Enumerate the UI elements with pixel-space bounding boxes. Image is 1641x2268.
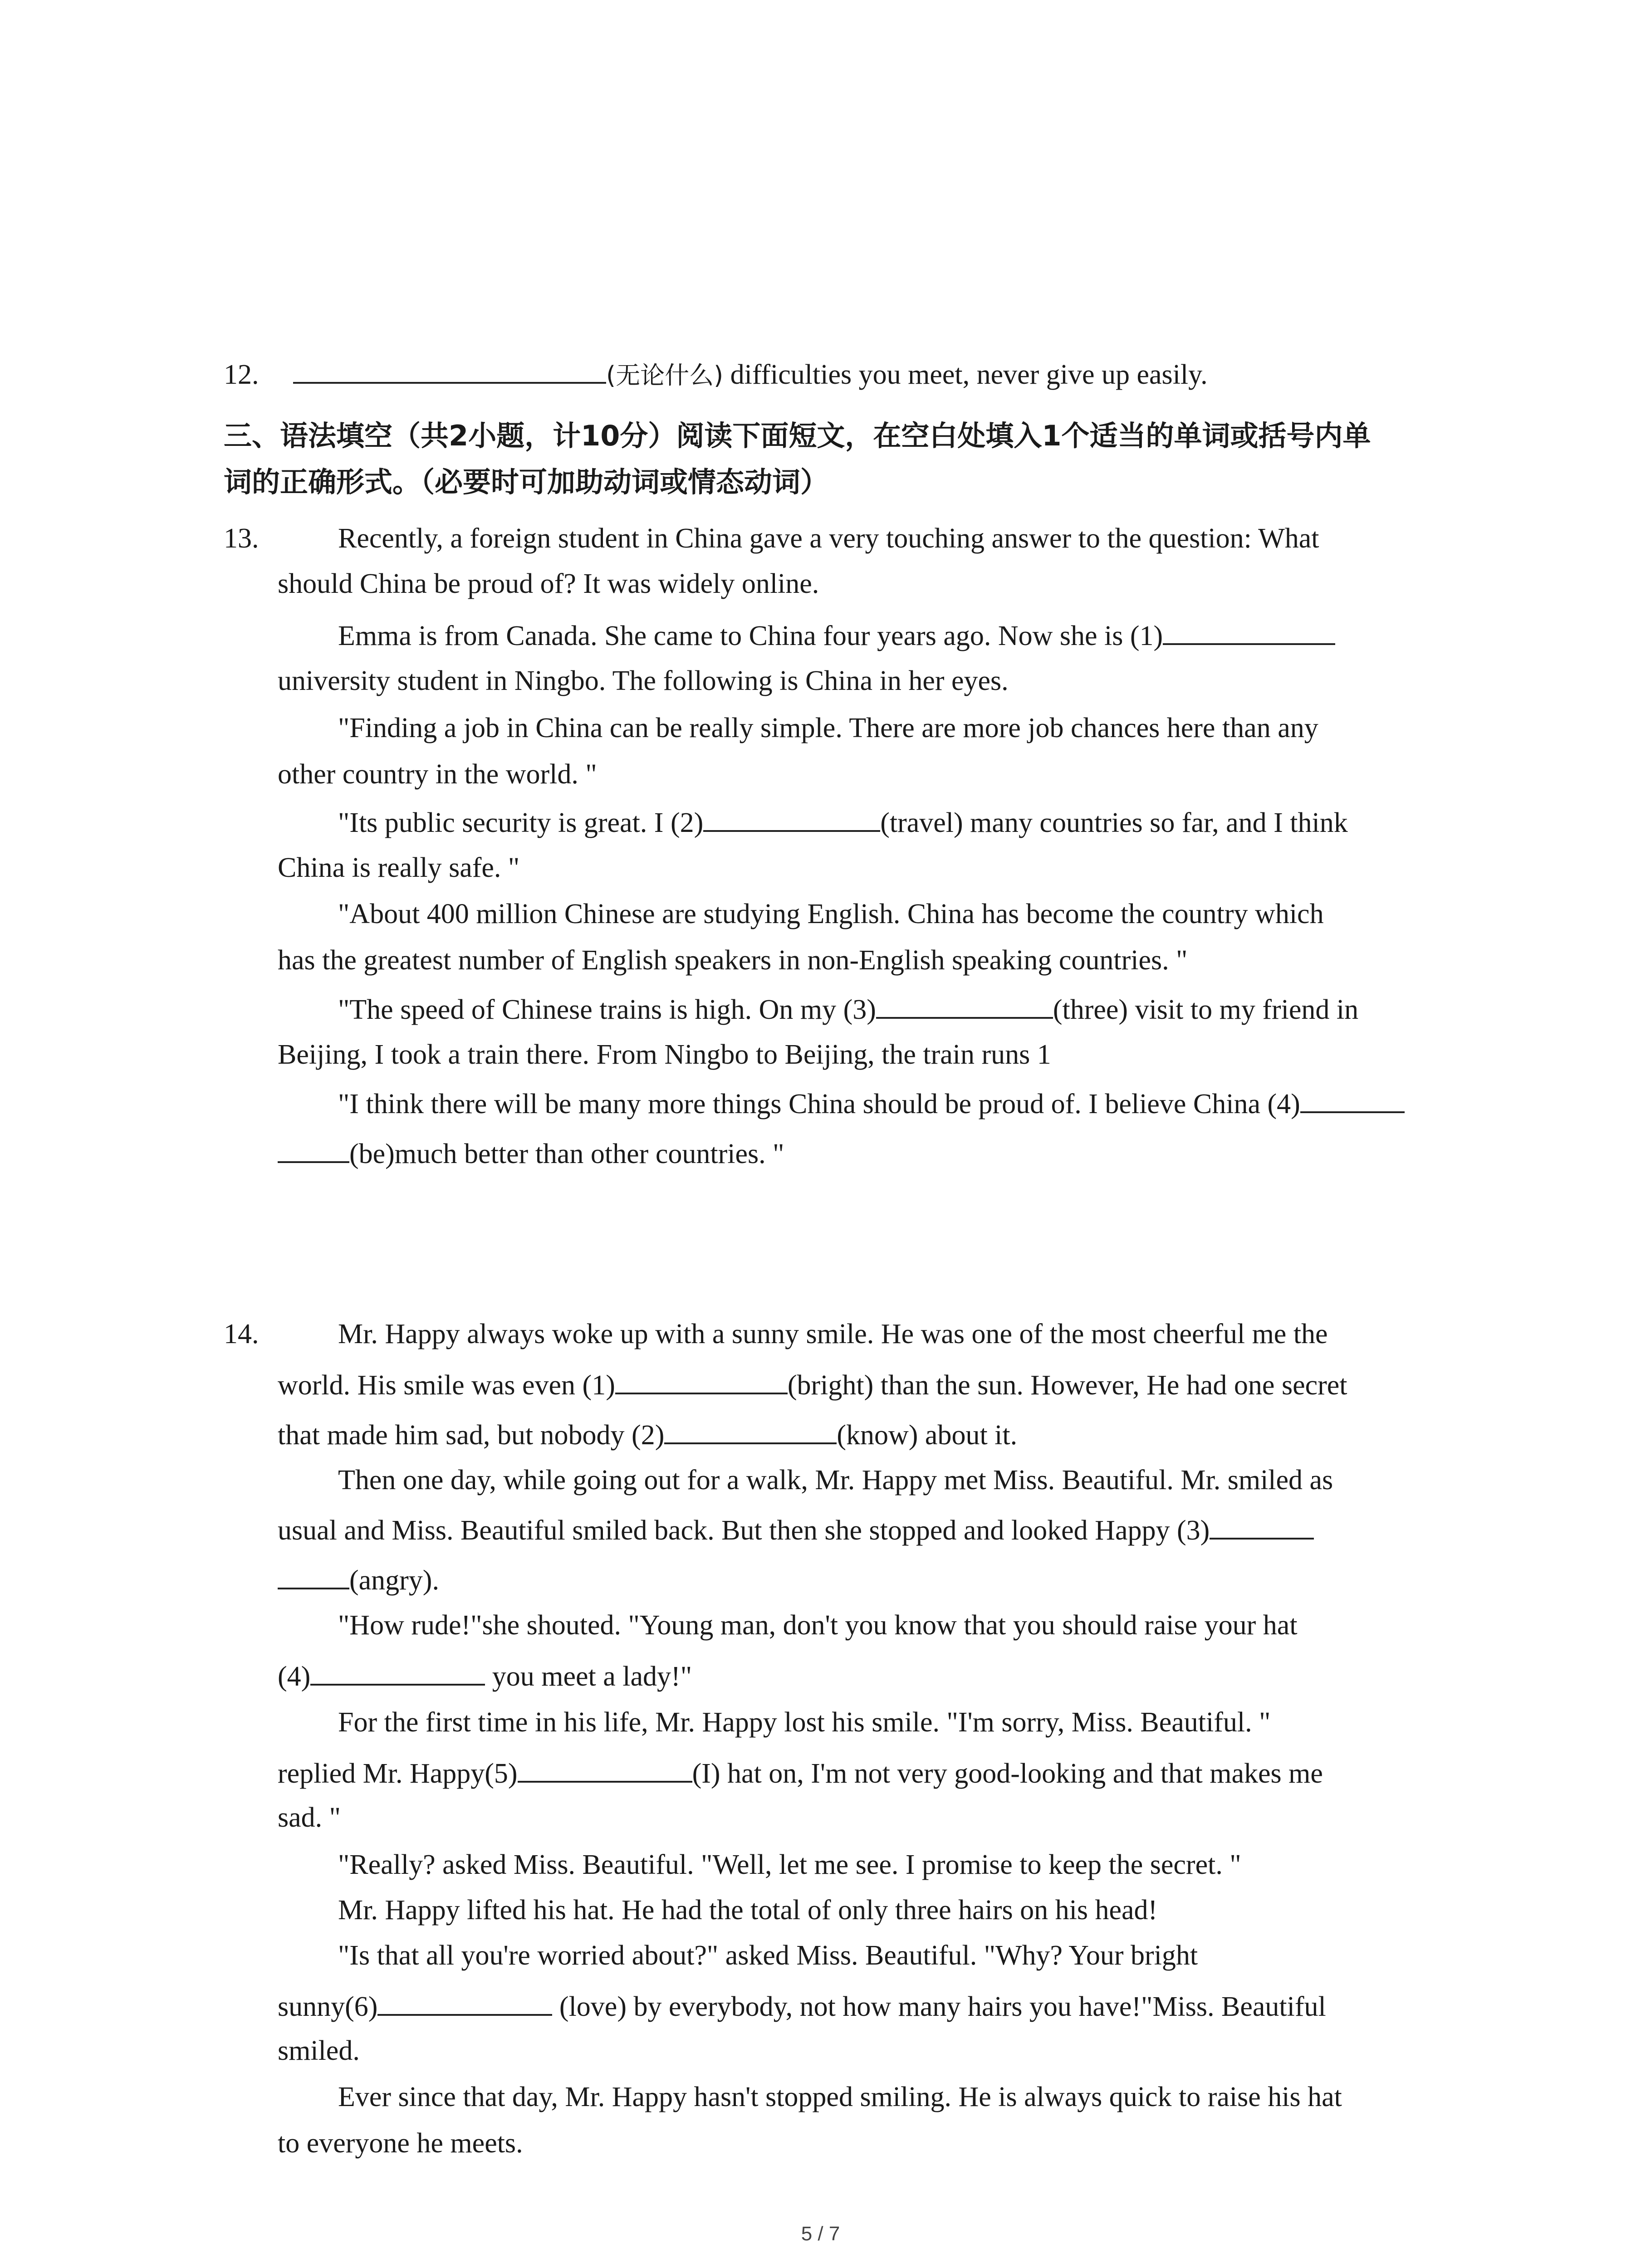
q14-blank-6 xyxy=(377,1991,552,2016)
q14-line-8-text-a: (4) xyxy=(278,1661,311,1692)
q13-line-14 xyxy=(278,1139,784,1168)
q14-line-16: smiled. xyxy=(278,2035,360,2066)
q14-blank-5 xyxy=(518,1758,692,1783)
q13-line-7 xyxy=(338,807,1348,837)
q13-line-13-text: "I think there will be many more things China should be proud of. I believe China (4) xyxy=(338,1089,1300,1119)
q14-line-15-text-b: (love) by everybody, not how many hairs you have!"Miss. Beautiful xyxy=(552,1991,1326,2022)
section3-heading-line1: 三、语法填空（共2小题，计10分）阅读下面短文，在空白处填入1个适当的单词或括号内单 xyxy=(224,419,1371,452)
q14-line-8-text-b: you meet a lady!" xyxy=(485,1661,692,1692)
q14-line-1: Mr. Happy always woke up with a sunny smile. He was one of the most cheerful me the xyxy=(338,1319,1328,1349)
q13-line-11-text-b: (three) visit to my friend in xyxy=(1053,994,1359,1025)
q14-line-8 xyxy=(278,1661,692,1691)
q14-line-2-text-b: (bright) than the sun. However, He had one secret xyxy=(787,1370,1347,1401)
q14-line-2-text-a: world. His smile was even (1) xyxy=(278,1370,615,1401)
q13-line-10: has the greatest number of English speakers in non-English speaking countries. " xyxy=(278,945,1188,976)
q14-line-10-text-a: replied Mr. Happy(5) xyxy=(278,1758,518,1789)
q13-line-7-text-a: "Its public security is great. I (2) xyxy=(338,807,704,838)
q12-text: difficulties you meet, never give up easily. xyxy=(723,359,1208,390)
q13-line-6: other country in the world. " xyxy=(278,759,597,790)
q14-line-3 xyxy=(278,1420,1017,1449)
q14-line-15-text-a: sunny(6) xyxy=(278,1991,378,2022)
q14-line-9: For the first time in his life, Mr. Happy lost his smile. "I'm sorry, Miss. Beautiful. " xyxy=(338,1707,1271,1738)
q14-blank-3a xyxy=(1210,1515,1314,1540)
page-number: 5 / 7 xyxy=(801,2223,840,2245)
q14-line-12: "Really? asked Miss. Beautiful. "Well, let me see. I promise to keep the secret. " xyxy=(338,1849,1241,1880)
q14-line-5 xyxy=(278,1515,1314,1545)
q14-blank-2 xyxy=(664,1420,837,1444)
q13-line-13 xyxy=(338,1089,1405,1118)
q12-hint: (无论什么) xyxy=(606,361,724,390)
q14-line-7: "How rude!"she shouted. "Young man, don't you know that you should raise your hat xyxy=(338,1610,1298,1641)
q14-line-10-text-b: (I) hat on, I'm not very good-looking and that makes me xyxy=(692,1758,1323,1789)
q13-blank-3 xyxy=(876,994,1053,1019)
q14-line-2 xyxy=(278,1370,1347,1399)
q14-line-15 xyxy=(278,1991,1326,2021)
q14-line-3-text-a: that made him sad, but nobody (2) xyxy=(278,1420,665,1451)
q13-line-11-text-a: "The speed of Chinese trains is high. On my (3) xyxy=(338,994,876,1025)
q14-line-11: sad. " xyxy=(278,1802,341,1833)
q13-line-3 xyxy=(338,621,1335,650)
q12-blank xyxy=(293,359,606,384)
q12-number: 12. xyxy=(224,359,259,390)
q14-blank-3b xyxy=(278,1565,349,1589)
q13-blank-4b xyxy=(278,1139,349,1163)
q14-blank-4 xyxy=(310,1661,485,1686)
q14-line-13: Mr. Happy lifted his hat. He had the total of only three hairs on his head! xyxy=(338,1895,1158,1926)
q13-line-1: Recently, a foreign student in China gave a very touching answer to the question: What xyxy=(338,523,1319,554)
q14-line-10 xyxy=(278,1758,1323,1788)
q14-line-3-text-b: (know) about it. xyxy=(837,1420,1018,1451)
q14-line-6 xyxy=(278,1565,439,1594)
q13-blank-4a xyxy=(1300,1089,1405,1113)
q13-line-12: Beijing, I took a train there. From Ningbo to Beijing, the train runs 1 xyxy=(278,1039,1051,1070)
q13-line-7-text-b: (travel) many countries so far, and I think xyxy=(880,807,1348,838)
q13-line-3-text: Emma is from Canada. She came to China four years ago. Now she is (1) xyxy=(338,621,1163,651)
q13-line-14-text: (be)much better than other countries. " xyxy=(349,1139,784,1169)
q14-line-14: "Is that all you're worried about?" asked Miss. Beautiful. "Why? Your bright xyxy=(338,1940,1198,1971)
q14-line-6-text: (angry). xyxy=(349,1565,439,1596)
q14-line-4: Then one day, while going out for a walk, Mr. Happy met Miss. Beautiful. Mr. smiled as xyxy=(338,1465,1333,1496)
q13-blank-1 xyxy=(1163,621,1335,645)
section3-heading-line2: 词的正确形式。（必要时可加助动词或情态动词） xyxy=(224,465,829,499)
q13-line-9: "About 400 million Chinese are studying English. China has become the country which xyxy=(338,899,1324,929)
q14-blank-1 xyxy=(615,1370,788,1394)
q13-line-4: university student in Ningbo. The following is China in her eyes. xyxy=(278,665,1009,696)
q14-line-17: Ever since that day, Mr. Happy hasn't stopped smiling. He is always quick to raise his hat xyxy=(338,2082,1342,2112)
q14-line-5-text: usual and Miss. Beautiful smiled back. But then she stopped and looked Happy (3) xyxy=(278,1515,1210,1546)
q13-blank-2 xyxy=(703,807,880,832)
q13-line-5: "Finding a job in China can be really simple. There are more job chances here than any xyxy=(338,713,1318,743)
q14-number: 14. xyxy=(224,1319,259,1349)
q13-line-2: should China be proud of? It was widely online. xyxy=(278,568,819,599)
q14-line-18: to everyone he meets. xyxy=(278,2128,523,2159)
q13-line-8: China is really safe. " xyxy=(278,852,520,883)
q13-number: 13. xyxy=(224,523,259,554)
q12-line xyxy=(224,359,1208,390)
q13-line-11 xyxy=(338,994,1358,1024)
